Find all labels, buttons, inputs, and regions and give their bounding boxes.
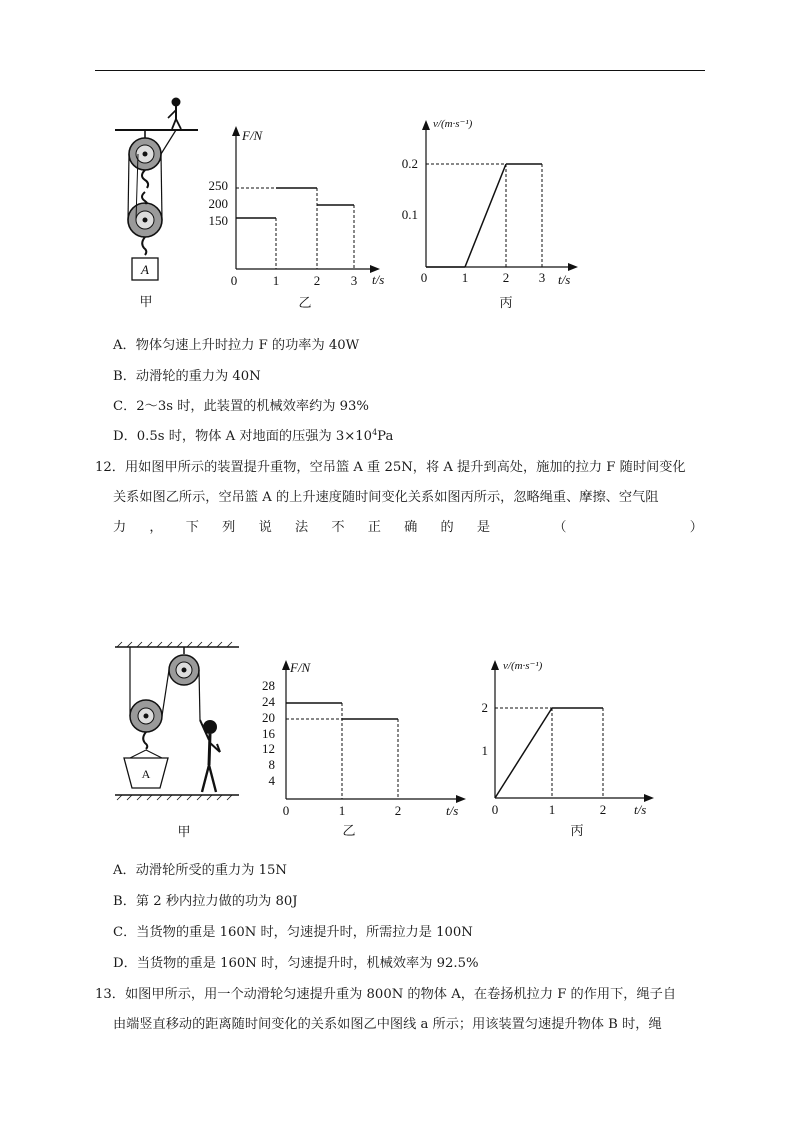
q12-stem-char: 法 [294,520,309,535]
q11-yi-ytick-250: 250 [208,178,228,193]
q12-yi-ytick-28: 28 [262,678,275,693]
q11-bing-xtick-1: 1 [461,270,469,285]
q12-yi-xtick-0: 0 [282,803,290,818]
q11-chart-yi [196,112,391,312]
q12-yi-ylabel: F/N [290,660,311,675]
q12-stem-char: ， [149,520,163,535]
q12-stem-line-2: 关系如图乙所示，空吊篮 A 的上升速度随时间变化关系如图丙所示，忽略绳重、摩擦、空气阻 [113,490,659,505]
q12-stem-char: 的 [440,520,454,535]
q12-bing-xtick-1: 1 [548,802,556,817]
q11-yi-xlabel: t/s [372,272,385,287]
q12-yi-xtick-2: 2 [394,803,402,818]
q11-bing-caption: 丙 [499,295,513,310]
q12-yi-ytick-24: 24 [262,694,275,709]
q12-bing-caption: 丙 [570,823,584,838]
q12-yi-ytick-4: 4 [268,773,275,788]
q12-yi-ytick-20: 20 [262,710,275,725]
q11-bing-ytick-0.1: 0.1 [401,207,418,222]
q11-chart-bing [400,112,595,312]
q11-yi-caption: 乙 [298,295,312,310]
q12-yi-xlabel: t/s [446,803,459,818]
header-rule [95,70,705,71]
q11-yi-xtick-2: 2 [313,273,321,288]
q11-bing-ylabel: v/(m·s⁻¹) [433,118,473,130]
q12-stem-char: 下 [185,520,199,535]
q12-yi-ytick-16: 16 [262,726,275,741]
q11-option-d[interactable] [113,428,393,446]
q11-yi-ytick-200: 200 [208,196,228,211]
q11-yi-ylabel: F/N [242,128,263,143]
q12-bing-xtick-0: 0 [491,802,499,817]
q11-option-c[interactable]: C．2～3s 时，此装置的机械效率约为 93% [113,399,369,414]
q12-option-d[interactable]: D．当货物的重是 160N 时，匀速提升时，机械效率为 92.5% [113,956,479,971]
q12-figure-jia [112,640,242,845]
q11-option-a[interactable]: A．物体匀速上升时拉力 F 的功率为 40W [113,338,360,353]
q12-option-b[interactable]: B．第 2 秒内拉力做的功为 80J [113,894,298,909]
q12-yi-ytick-8: 8 [268,757,275,772]
q12-stem-char: 不 [331,520,345,535]
q12-option-a[interactable]: A．动滑轮所受的重力为 15N [113,863,287,878]
q11-yi-xtick-0: 0 [230,273,238,288]
q11-bing-xlabel: t/s [558,272,571,287]
q12-bing-xlabel: t/s [634,802,647,817]
q12-stem-line-3 [113,518,703,538]
q13-stem-line-1: 13．如图甲所示，用一个动滑轮匀速提升重为 800N 的物体 A，在卷扬机拉力 F 的作用下，绳子自 [95,987,677,1002]
q12-chart-bing [476,652,666,842]
q11-bing-xtick-2: 2 [502,270,510,285]
q12-jia-basket-label: A [141,767,151,781]
q11-yi-ytick-150: 150 [208,213,228,228]
q12-bing-ytick-1: 1 [481,743,488,758]
q11-option-d-exponent: 4 [372,428,378,437]
q12-stem-char: 确 [404,520,418,535]
q12-stem-line-1: 12．用如图甲所示的装置提升重物，空吊篮 A 重 25N，将 A 提升到高处，施加的拉力 F 随时间变化 [95,460,686,475]
q12-answer-paren-close: ） [689,520,703,535]
q12-yi-ytick-12: 12 [262,741,275,756]
q11-option-b[interactable]: B．动滑轮的重力为 40N [113,369,261,384]
q12-chart-yi [248,652,478,842]
q11-bing-segment-2 [465,164,506,267]
q12-yi-caption: 乙 [342,823,356,838]
q12-stem-char: 正 [367,520,381,535]
q12-stem-char: 说 [258,520,272,535]
q12-jia-caption: 甲 [177,824,191,839]
q12-bing-ylabel: v/(m·s⁻¹) [503,660,543,672]
q11-jia-caption: 甲 [139,294,153,309]
q12-bing-ytick-2: 2 [481,700,488,715]
q12-stem-char: 列 [222,520,236,535]
q12-bing-segment-1 [495,708,552,798]
q11-option-d-text: D．0.5s 时，物体 A 对地面的压强为 3×10 [113,429,373,444]
q12-option-c[interactable]: C．当货物的重是 160N 时，匀速提升时，所需拉力是 100N [113,925,473,940]
q11-option-d-unit: Pa [377,429,394,444]
q12-stem-char: 是 [476,520,491,535]
q12-answer-paren-open: （ [553,520,567,535]
q11-yi-xtick-3: 3 [350,273,358,288]
q11-bing-ytick-0.2: 0.2 [401,156,418,171]
q11-yi-xtick-1: 1 [272,273,280,288]
q11-figure-jia [110,92,200,312]
q12-bing-xtick-2: 2 [599,802,607,817]
q12-yi-xtick-1: 1 [338,803,346,818]
q11-bing-xtick-3: 3 [538,270,546,285]
q13-stem-line-2: 由端竖直移动的距离随时间变化的关系如图乙中图线 a 所示；用该装置匀速提升物体 B 时，绳 [113,1017,662,1032]
q11-jia-block-label: A [141,262,149,277]
q12-stem-char: 力 [113,520,127,535]
q11-bing-xtick-0: 0 [420,270,428,285]
